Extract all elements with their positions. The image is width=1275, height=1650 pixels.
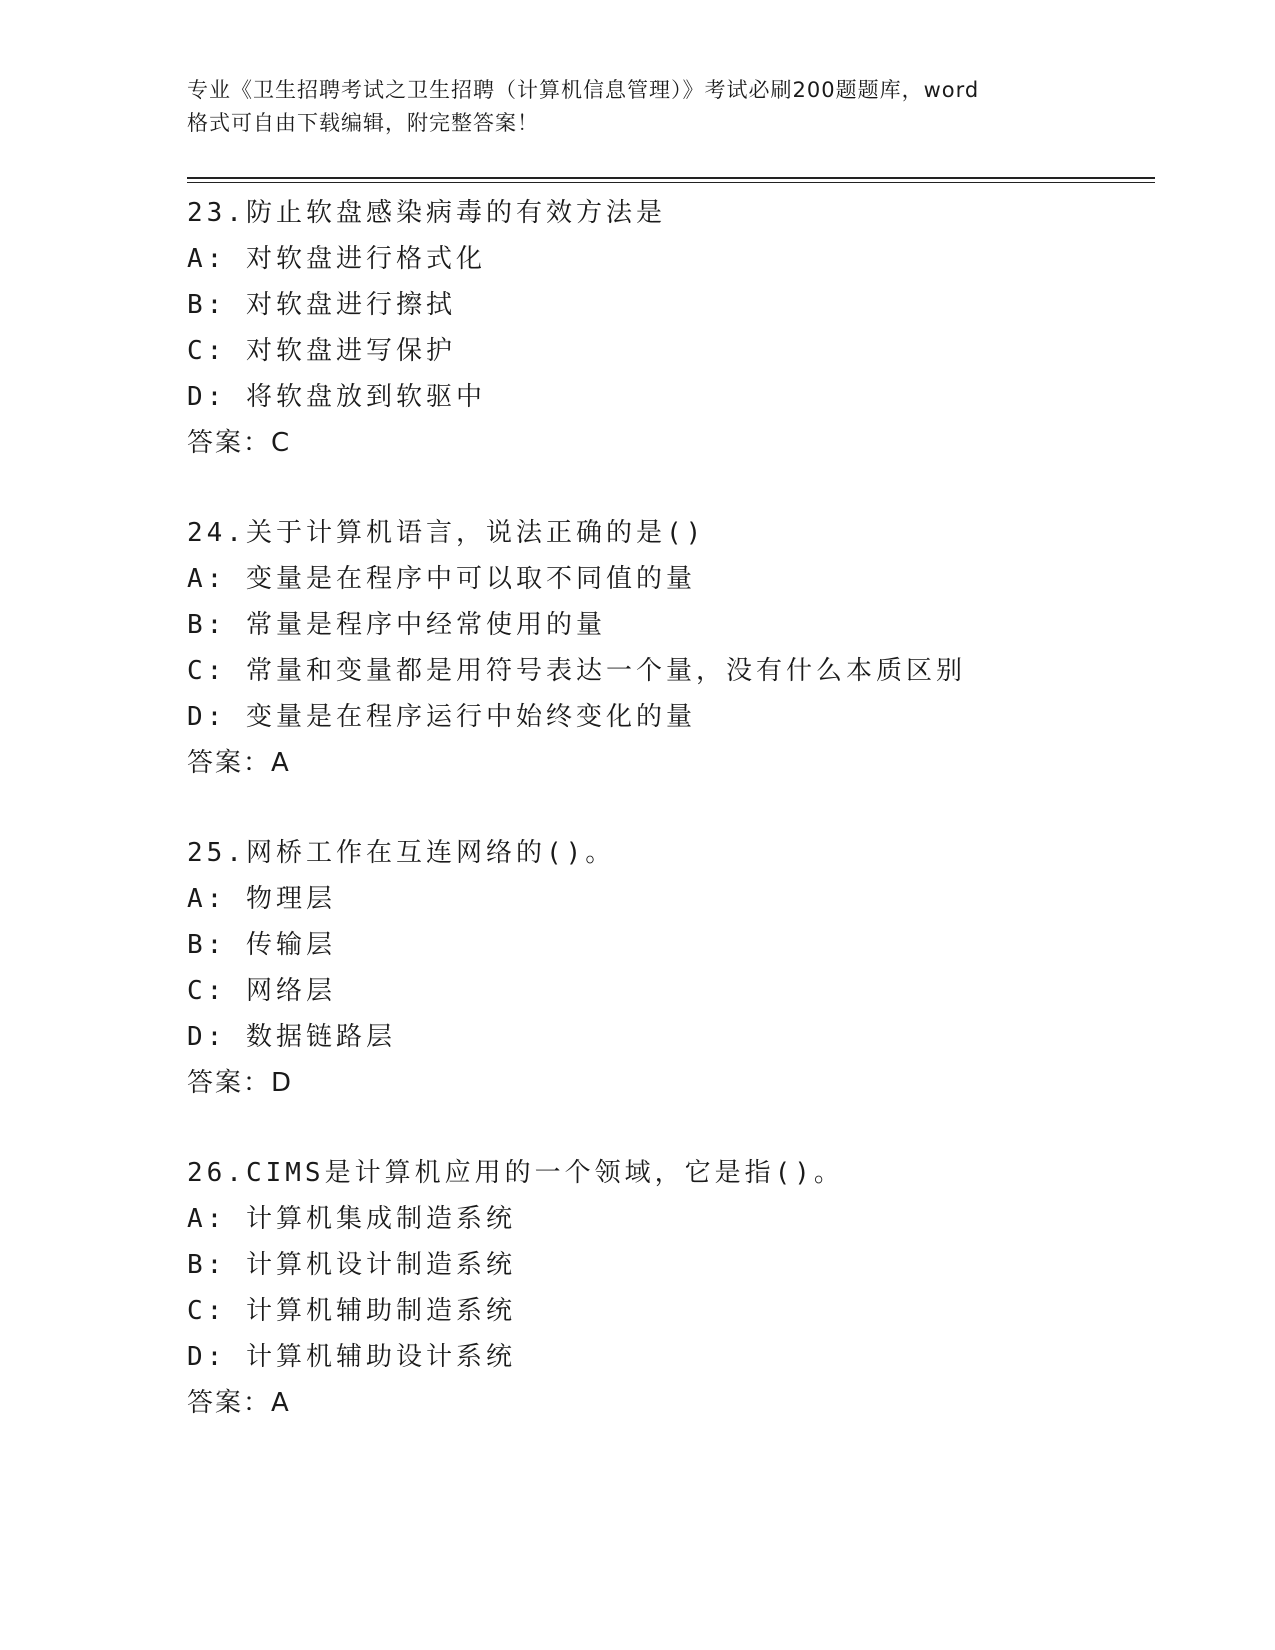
question-23 <box>187 190 1155 510</box>
answer: 答案：A <box>187 1388 291 1418</box>
answer: 答案：D <box>187 1068 294 1098</box>
option-c: C: 常量和变量都是用符号表达一个量，没有什么本质区别 <box>187 656 966 686</box>
answer: 答案：C <box>187 428 292 458</box>
option-a: A: 计算机集成制造系统 <box>187 1204 516 1234</box>
answer: 答案：A <box>187 748 291 778</box>
header-divider <box>187 177 1155 184</box>
question-26 <box>187 1150 1155 1470</box>
question-25 <box>187 830 1155 1150</box>
option-c: C: 计算机辅助制造系统 <box>187 1296 516 1326</box>
option-a: A: 物理层 <box>187 884 336 914</box>
option-d: D: 将软盘放到软驱中 <box>187 382 486 412</box>
option-a: A: 变量是在程序中可以取不同值的量 <box>187 564 696 594</box>
question-stem: 26.CIMS是计算机应用的一个领域，它是指()。 <box>187 1158 844 1188</box>
option-a: A: 对软盘进行格式化 <box>187 244 486 274</box>
header-line-2: 格式可自由下载编辑，附完整答案！ <box>187 111 539 135</box>
option-b: B: 传输层 <box>187 930 336 960</box>
option-c: C: 对软盘进写保护 <box>187 336 456 366</box>
question-stem: 25.网桥工作在互连网络的()。 <box>187 838 616 868</box>
question-list <box>187 190 1155 1470</box>
question-24 <box>187 510 1155 830</box>
option-b: B: 对软盘进行擦拭 <box>187 290 456 320</box>
document-header <box>187 74 1087 140</box>
header-line-1: 专业《卫生招聘考试之卫生招聘（计算机信息管理）》考试必刷200题题库，word <box>187 78 980 102</box>
option-c: C: 网络层 <box>187 976 336 1006</box>
option-b: B: 常量是程序中经常使用的量 <box>187 610 606 640</box>
option-d: D: 计算机辅助设计系统 <box>187 1342 516 1372</box>
question-stem: 24.关于计算机语言，说法正确的是() <box>187 518 706 548</box>
option-d: D: 数据链路层 <box>187 1022 396 1052</box>
option-b: B: 计算机设计制造系统 <box>187 1250 516 1280</box>
option-d: D: 变量是在程序运行中始终变化的量 <box>187 702 696 732</box>
question-stem: 23.防止软盘感染病毒的有效方法是 <box>187 198 666 228</box>
